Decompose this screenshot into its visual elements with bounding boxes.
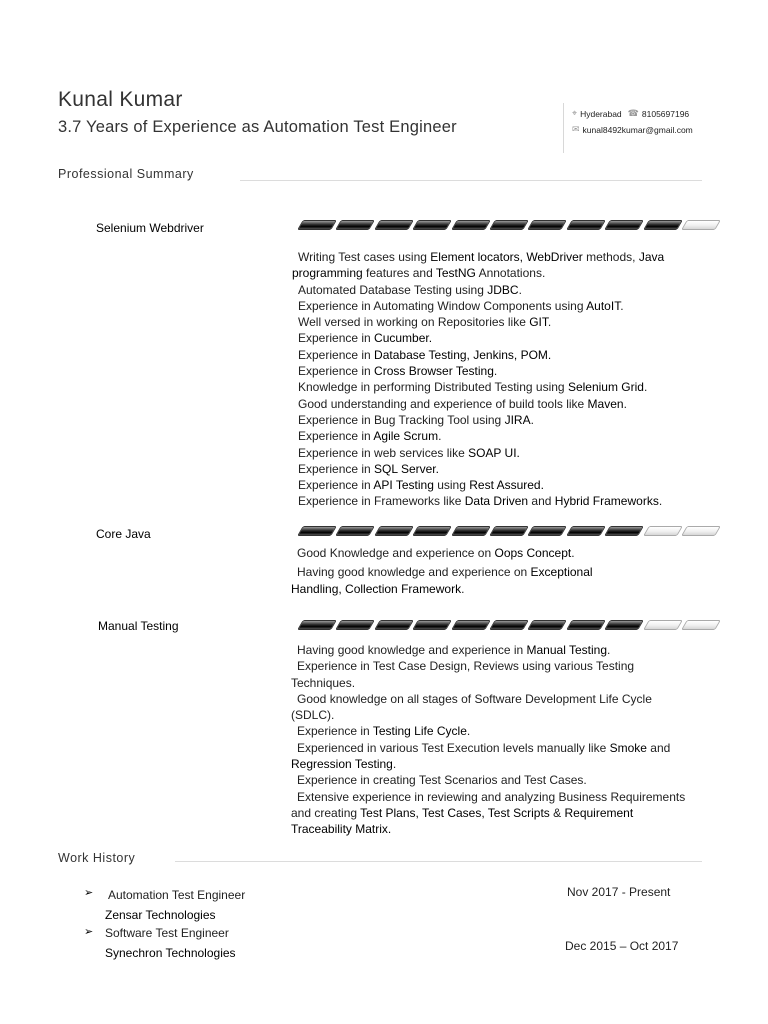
rating-segment-filled — [451, 526, 491, 536]
highlighted-term: Cucumber. — [374, 331, 433, 346]
line-text: . — [461, 581, 465, 596]
rating-segment-filled — [297, 620, 337, 630]
skill-name: Core Java — [96, 527, 151, 541]
highlighted-term: Traceability Matrix. — [291, 822, 392, 837]
line-text: using — [433, 478, 470, 493]
line-text: . — [620, 298, 624, 313]
line-text: Good knowledge on all stages of Software Development Life Cycle — [297, 691, 652, 706]
line-text: Experience in Bug Tracking Tool using — [298, 412, 505, 427]
contact-phone[interactable]: 8105697196 — [641, 108, 690, 119]
summary-line — [292, 412, 664, 428]
summary-line — [291, 545, 593, 561]
rating-segment-filled — [604, 526, 644, 536]
line-text: . — [518, 282, 522, 297]
rating-segment-filled — [451, 620, 491, 630]
line-text: . — [466, 724, 471, 739]
work-history-heading: Work History — [58, 851, 136, 865]
highlighted-term: SQL Server. — [374, 461, 439, 476]
highlighted-term: Regression Testing — [291, 757, 393, 772]
line-text: Good Knowledge and experience on — [297, 546, 495, 560]
rating-segment-filled — [336, 526, 376, 536]
rating-segment-filled — [643, 220, 683, 230]
highlighted-term: Requirement — [564, 805, 634, 820]
line-text: Experience in Frameworks like — [298, 494, 465, 509]
line-text: Knowledge in performing Distributed Testing using — [298, 380, 568, 395]
highlighted-term: JDBC — [487, 282, 519, 297]
rating-segment-filled — [374, 526, 414, 536]
job-dates: Nov 2017 - Present — [567, 885, 671, 899]
highlighted-term: Hybrid Frameworks — [554, 494, 659, 509]
summary-line — [291, 805, 685, 821]
line-text: Experience in Automating Window Components using — [298, 298, 587, 313]
summary-line — [291, 789, 685, 805]
envelope-icon: ✉ — [572, 124, 580, 134]
rating-segment-filled — [527, 526, 567, 536]
contact-location: Hyderabad — [580, 108, 622, 119]
line-text: Experience in Test Case Design, Reviews using various Testing — [297, 659, 635, 674]
line-text: Having good knowledge and experience on — [297, 565, 531, 580]
summary-line — [292, 428, 664, 444]
rating-segment-empty — [643, 526, 683, 536]
rating-segment-filled — [412, 526, 452, 536]
summary-line — [292, 314, 664, 330]
line-text: methods, — [582, 250, 639, 264]
contact-email[interactable]: kunal8492kumar@gmail.com — [582, 124, 693, 135]
job-title: Software Test Engineer — [105, 926, 229, 940]
line-text: . — [658, 494, 663, 509]
line-text: . — [571, 546, 575, 560]
line-text: and — [528, 494, 555, 509]
skill-bullets — [292, 249, 664, 510]
highlighted-term: Smoke — [609, 740, 647, 755]
highlighted-term: Element locators, WebDriver — [430, 250, 583, 264]
highlighted-term: Cross Browser Testing — [374, 364, 494, 379]
highlighted-term: Testing Life Cycle — [372, 724, 467, 739]
summary-line — [291, 756, 685, 772]
rating-segment-filled — [336, 620, 376, 630]
summary-line — [292, 363, 664, 379]
summary-line — [291, 821, 685, 837]
summary-line — [292, 265, 664, 281]
rating-segment-filled — [451, 220, 491, 230]
line-text: . — [493, 364, 498, 379]
line-text: Well versed in working on Repositories like — [298, 315, 530, 330]
summary-line — [291, 658, 685, 674]
rating-segment-empty — [681, 620, 721, 630]
highlighted-term: SOAP UI. — [468, 445, 520, 460]
highlighted-term: API Testing — [373, 478, 434, 493]
line-text: . — [438, 429, 442, 444]
summary-line — [291, 581, 593, 597]
candidate-name: Kunal Kumar — [58, 88, 183, 111]
summary-line — [292, 461, 664, 477]
highlighted-term: Test Plans, Test Cases, Test Scripts — [360, 805, 550, 820]
summary-line — [291, 723, 685, 739]
rating-segment-empty — [681, 526, 721, 536]
summary-line — [292, 493, 664, 509]
rating-segment-filled — [297, 220, 337, 230]
highlighted-term: TestNG — [435, 266, 476, 281]
summary-line — [291, 772, 685, 788]
line-text: Experience in — [298, 364, 375, 379]
rating-segment-filled — [604, 620, 644, 630]
skill-name: Selenium Webdriver — [96, 221, 204, 235]
highlighted-term: GIT — [529, 315, 548, 330]
rating-segment-filled — [566, 620, 606, 630]
summary-line — [292, 445, 664, 461]
candidate-headline: 3.7 Years of Experience as Automation Test Engineer — [58, 118, 457, 136]
line-text: Experience in — [297, 724, 373, 739]
line-text: (SDLC). — [291, 708, 335, 723]
summary-line — [292, 379, 664, 395]
work-divider — [175, 861, 702, 862]
summary-line — [292, 396, 664, 412]
line-text: . — [623, 396, 627, 411]
skill-bullets — [291, 545, 593, 597]
highlighted-term: AutoIT — [586, 298, 621, 313]
rating-segment-filled — [527, 220, 567, 230]
line-text: features and — [362, 266, 436, 281]
skill-rating — [300, 220, 718, 230]
line-text: Experience in — [298, 347, 375, 362]
highlighted-term: Data Driven — [464, 494, 529, 509]
line-text: Experience in — [298, 461, 375, 476]
summary-line — [291, 691, 685, 707]
arrow-bullet-icon: ➢ — [84, 926, 94, 938]
job-dates: Dec 2015 – Oct 2017 — [565, 939, 679, 953]
arrow-bullet-icon: ➢ — [84, 887, 94, 899]
line-text: . — [530, 412, 534, 427]
line-text: Extensive experience in reviewing and analyzing Business Requirements — [297, 789, 686, 804]
skill-rating — [300, 526, 718, 536]
line-text: Experienced in various Test Execution levels manually like — [297, 740, 610, 755]
summary-line — [292, 249, 664, 265]
summary-line — [291, 740, 685, 756]
line-text: Experience in creating Test Scenarios and Test Cases. — [297, 773, 587, 788]
summary-line — [292, 282, 664, 298]
summary-line — [291, 675, 685, 691]
rating-segment-empty — [681, 220, 721, 230]
rating-segment-filled — [566, 220, 606, 230]
line-text: and creating — [291, 805, 361, 820]
rating-segment-filled — [412, 220, 452, 230]
rating-segment-filled — [374, 620, 414, 630]
summary-line — [291, 564, 593, 580]
line-text: Techniques. — [291, 675, 356, 690]
summary-line — [292, 330, 664, 346]
contact-row-location-phone — [572, 108, 689, 119]
highlighted-term: Java — [638, 250, 665, 264]
line-text: Experience in web services like — [298, 445, 469, 460]
line-text: Experience in — [298, 331, 375, 346]
line-text: Having good knowledge and experience in — [297, 643, 527, 657]
rating-segment-filled — [489, 526, 529, 536]
highlighted-term: JIRA — [504, 412, 531, 427]
line-text: Experience in — [298, 478, 374, 493]
rating-segment-empty — [643, 620, 683, 630]
highlighted-term: Oops Concept — [494, 546, 572, 560]
line-text: . — [392, 757, 397, 772]
highlighted-term: Maven — [587, 396, 624, 411]
professional-summary-heading: Professional Summary — [58, 167, 194, 181]
rating-segment-filled — [604, 220, 644, 230]
highlighted-term: Rest Assured. — [469, 478, 544, 493]
line-text: . — [607, 643, 611, 657]
rating-segment-filled — [489, 220, 529, 230]
line-text: and — [646, 740, 671, 755]
summary-line — [292, 347, 664, 363]
line-text: Good understanding and experience of build tools like — [298, 396, 588, 411]
job-company: Synechron Technologies — [105, 946, 236, 960]
job-title: Automation Test Engineer — [108, 888, 246, 902]
line-text: Experience in — [298, 429, 374, 444]
highlighted-term: Exceptional — [530, 565, 593, 580]
summary-divider — [240, 180, 702, 181]
map-pin-icon: ⌖ — [572, 108, 578, 118]
skill-name: Manual Testing — [98, 619, 179, 633]
phone-icon: ☎ — [627, 108, 639, 118]
highlighted-term: programming — [292, 266, 363, 281]
highlighted-term: Database Testing, Jenkins, POM. — [374, 347, 552, 362]
line-text: Automated Database Testing using — [298, 282, 488, 297]
summary-line — [292, 298, 664, 314]
rating-segment-filled — [374, 220, 414, 230]
line-text: Writing Test cases using — [298, 250, 431, 264]
line-text: . — [547, 315, 552, 330]
contact-row-email — [572, 124, 693, 135]
highlighted-term: Agile Scrum — [373, 429, 439, 444]
highlighted-term: Handling, Collection Framework — [291, 581, 462, 596]
contact-block — [563, 103, 744, 153]
rating-segment-filled — [412, 620, 452, 630]
line-text: . — [643, 380, 648, 395]
job-company: Zensar Technologies — [105, 908, 216, 922]
rating-segment-filled — [336, 220, 376, 230]
line-text: Annotations. — [475, 266, 546, 281]
rating-segment-filled — [566, 526, 606, 536]
summary-line — [292, 477, 664, 493]
summary-line — [291, 707, 685, 723]
line-text: & — [549, 805, 565, 820]
rating-segment-filled — [297, 526, 337, 536]
highlighted-term: Selenium Grid — [567, 380, 644, 395]
skill-bullets — [291, 642, 685, 838]
rating-segment-filled — [489, 620, 529, 630]
highlighted-term: Manual Testing — [526, 643, 607, 657]
rating-segment-filled — [527, 620, 567, 630]
summary-line — [291, 642, 685, 658]
skill-rating — [300, 620, 718, 630]
